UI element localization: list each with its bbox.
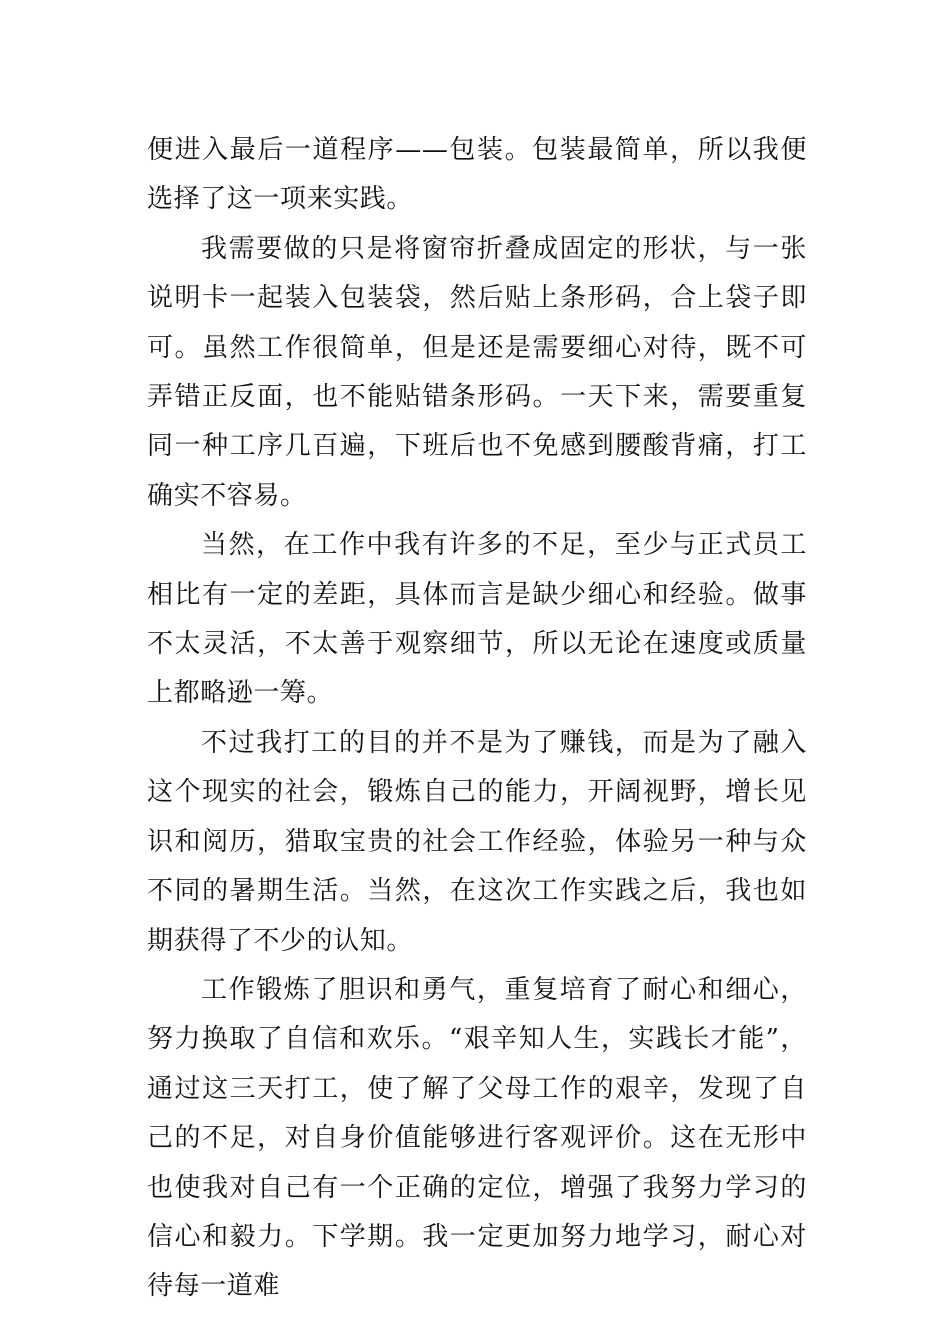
paragraph-2: 我需要做的只是将窗帘折叠成固定的形状，与一张说明卡一起装入包装袋，然后贴上条形码，合上袋子即可。虽然工作很简单，但是还是需要细心对待，既不可弄错正反面，也不能贴错条形码。一天下来，需要重复同一种工序几百遍，下班后也不免感到腰酸背痛，打工确实不容易。 bbox=[147, 233, 807, 511]
paragraph-3: 当然，在工作中我有许多的不足，至少与正式员工相比有一定的差距，具体而言是缺少细心和经验。做事不太灵活，不太善于观察细节，所以无论在速度或质量上都略逊一筹。 bbox=[147, 530, 807, 709]
document-body bbox=[147, 126, 807, 1312]
paragraph-1: 便进入最后一道程序——包装。包装最简单，所以我便选择了这一项来实践。 bbox=[147, 135, 807, 215]
paragraph-5: 工作锻炼了胆识和勇气，重复培育了耐心和细心，努力换取了自信和欢乐。“艰辛知人生，实践长才能”，通过这三天打工，使了解了父母工作的艰辛，发现了自己的不足，对自身价值能够进行客观评价。这在无形中也使我对自己有一个正确的定位，增强了我努力学习的信心和毅力。下学期。我一定更加努力地学习，耐心对待每一道难 bbox=[147, 974, 807, 1302]
paragraph-4: 不过我打工的目的并不是为了赚钱，而是为了融入这个现实的社会，锻炼自己的能力，开阔视野，增长见识和阅历，猎取宝贵的社会工作经验，体验另一种与众不同的暑期生活。当然，在这次工作实践之后，我也如期获得了不少的认知。 bbox=[147, 727, 807, 956]
